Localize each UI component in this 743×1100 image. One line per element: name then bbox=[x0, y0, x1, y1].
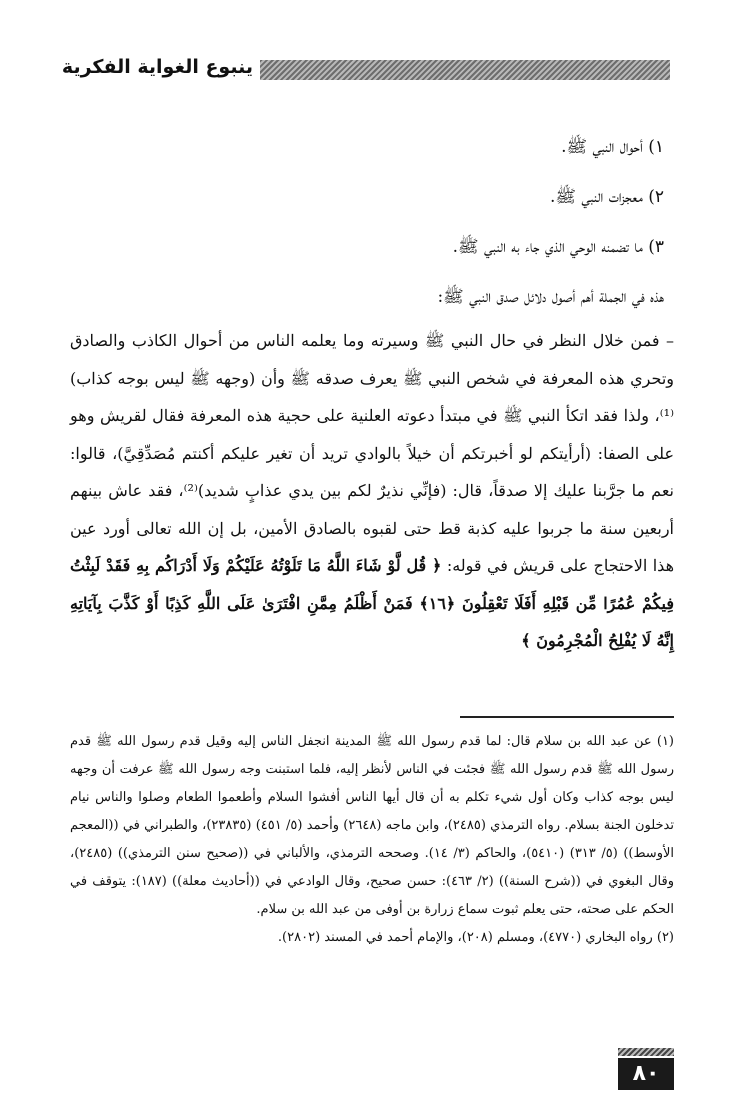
paragraph-text: – فمن خلال النظر في حال النبي ﷺ وسيرته وما يعلمه الناس من أحوال الكاذب والصادق وتحري هذه المعرفة في شخص النبي ﷺ يعرف صدقه ﷺ وأن (وجهه ﷺ ليس بوجه كذاب)⁽¹⁾، ولذا فقد اتكأ النبي ﷺ في مبتدأ دعوته العلنية على حجية هذه المعرفة فقال لقريش وهو على الصفا: (أرأيتكم لو أخبرتكم أن خيلاً بالوادي تريد أن تغير عليكم أكنتم مُصَدِّقِيَّ)، قالوا: نعم ما جرَّبنا عليك إلا صدقاً، قال: (فإنِّي نذيرٌ لكم بين يدي عذابٍ شديد)⁽²⁾، فقد عاش بينهم أربعين سنة ما جربوا عليه كذبة قط حتى لقبوه بالصادق الأمين، بل إن الله تعالى أورد عين هذا الاحتجاج على قريش في قوله: bbox=[70, 331, 675, 575]
running-header-title: ينبوع الغواية الفكرية bbox=[61, 56, 253, 78]
footnote-1: (١) عن عبد الله بن سلام قال: لما قدم رسول الله ﷺ المدينة انجفل الناس إليه وقيل قدم رسول الله ﷺ قدم رسول الله ﷺ قدم رسول الله ﷺ فجئت في الناس لأنظر إليه، فلما استبنت وجه رسول الله ﷺ عرفت أن وجهه ليس بوجه كذاب وكان أول شيء تكلم به أن قال أيها الناس أفشوا السلام وأطعموا الطعام وصلوا والناس نيام تدخلون الجنة بسلام. رواه الترمذي (٢٤٨٥)، وابن ماجه (٢٦٤٨) وأحمد (٥/ ٤٥١) (٢٣٨٣٥)، والطبراني في ((المعجم الأوسط)) (٥/ ٣١٣) (٥٤١٠)، والحاكم (٣/ ١٤). وصححه الترمذي، والألباني في ((صحيح سنن الترمذي)) (٢٤٨٥)، وقال البغوي في ((شرح السنة)) (٢/ ٤٦٣): حسن صحيح، وقال الوادعي في ((أحاديث معلة)) (١٨٧): يتوقف في الحكم على صحته، حتى يعلم ثبوت سماع زرارة بن أوفى من عبد الله بن سلام. bbox=[70, 734, 675, 917]
footnote-divider bbox=[460, 716, 674, 718]
footnote-2: (٢) رواه البخاري (٤٧٧٠)، ومسلم (٢٠٨)، والإمام أحمد في المسند (٢٨٠٢). bbox=[277, 930, 674, 945]
quran-verse: ﴿ قُل لَّوْ شَاءَ اللَّهُ مَا تَلَوْتُهُ عَلَيْكُمْ وَلَا أَدْرَاكُم بِهِ فَقَدْ لَبِثْتُ فِيكُمْ عُمُرًا مِّن قَبْلِهِ أَفَلَا تَعْقِلُونَ ﴿١٦﴾ فَمَنْ أَظْلَمُ مِمَّنِ افْتَرَىٰ عَلَى اللَّهِ كَذِبًا أَوْ كَذَّبَ بِآيَاتِهِ إِنَّهُ لَا يُفْلِحُ الْمُجْرِمُونَ ﴾ bbox=[70, 556, 674, 650]
footnotes bbox=[70, 728, 674, 952]
list-item: ٣) ما تضمنه الوحي الذي جاء به النبي ﷺ. bbox=[452, 237, 664, 257]
list-item: ١) أحوال النبي ﷺ. bbox=[561, 137, 664, 157]
page-number-decoration bbox=[618, 1048, 674, 1056]
main-paragraph bbox=[70, 322, 674, 660]
page-number: ٨٠ bbox=[618, 1058, 674, 1090]
summary-line: هذه في الجملة أهم أصول دلائل صدق النبي ﷺ: bbox=[437, 287, 664, 307]
header-decorative-bar bbox=[260, 60, 670, 80]
main-body bbox=[70, 122, 674, 660]
list-item: ٢) معجزات النبي ﷺ. bbox=[550, 187, 664, 207]
